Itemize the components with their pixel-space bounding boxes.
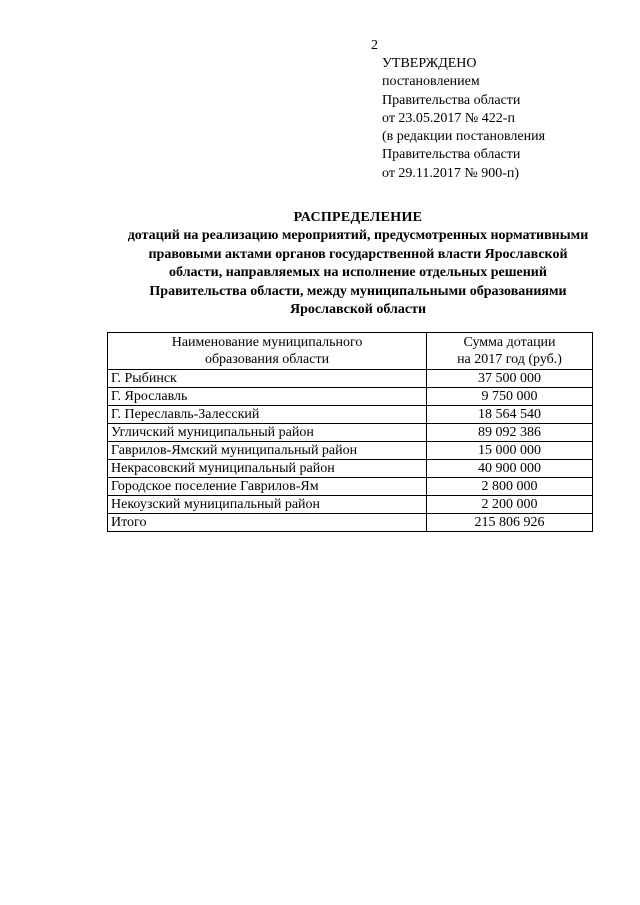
subsidy-amount: 15 000 000 — [427, 442, 593, 460]
approval-line: от 29.11.2017 № 900-п) — [382, 165, 520, 181]
municipality-name: Г. Рыбинск — [108, 370, 427, 388]
approval-line: Правительства области — [382, 92, 521, 108]
table-row — [108, 406, 593, 424]
total-label: Итого — [108, 514, 427, 532]
table-row — [108, 388, 593, 406]
column-header-sum-line: на 2017 год (руб.) — [457, 352, 562, 367]
subsidy-amount: 89 092 386 — [427, 424, 593, 442]
table-row — [108, 442, 593, 460]
approval-line: (в редакции постановления — [382, 129, 546, 145]
title-line: правовыми актами органов государственной власти Ярославской — [148, 246, 568, 262]
subsidy-amount: 9 750 000 — [427, 388, 593, 406]
title-line: Ярославской области — [289, 302, 427, 318]
approval-line: постановлением — [382, 74, 480, 90]
approval-line: Правительства области — [382, 147, 521, 163]
column-header-name-line: Наименование муниципального — [171, 335, 363, 350]
document-title — [70, 209, 640, 319]
municipality-name: Некоузский муниципальный район — [108, 496, 427, 514]
table-header-row — [108, 333, 593, 370]
table-row — [108, 370, 593, 388]
column-header-name-line: образования области — [204, 352, 330, 367]
municipality-name: Гаврилов-Ямский муниципальный район — [108, 442, 427, 460]
table-row — [108, 496, 593, 514]
title-heading: РАСПРЕДЕЛЕНИЕ — [293, 210, 423, 225]
subsidy-amount: 37 500 000 — [427, 370, 593, 388]
table-row — [108, 424, 593, 442]
column-header-name — [108, 333, 427, 370]
subsidy-amount: 18 564 540 — [427, 406, 593, 424]
subsidy-amount: 40 900 000 — [427, 460, 593, 478]
approval-stamp — [382, 55, 545, 183]
distribution-table — [107, 332, 593, 532]
title-line: области, направляемых на исполнение отдельных решений — [169, 265, 547, 281]
municipality-name: Городское поселение Гаврилов-Ям — [108, 478, 427, 496]
subsidy-amount: 2 200 000 — [427, 496, 593, 514]
column-header-sum-line: Сумма дотации — [463, 335, 556, 350]
municipality-name: Г. Переславль-Залесский — [108, 406, 427, 424]
municipality-name: Угличский муниципальный район — [108, 424, 427, 442]
subsidy-amount: 2 800 000 — [427, 478, 593, 496]
municipality-name: Некрасовский муниципальный район — [108, 460, 427, 478]
title-line: Правительства области, между муниципальными образованиями — [149, 283, 567, 299]
table-row — [108, 478, 593, 496]
approval-line: УТВЕРЖДЕНО — [382, 56, 477, 71]
total-amount: 215 806 926 — [427, 514, 593, 532]
approval-line: от 23.05.2017 № 422-п — [382, 110, 515, 126]
municipality-name: Г. Ярославль — [108, 388, 427, 406]
table-row — [108, 460, 593, 478]
title-line: дотаций на реализацию мероприятий, предусмотренных нормативными — [127, 228, 589, 244]
column-header-sum — [427, 333, 593, 370]
page-number: 2 — [371, 38, 378, 53]
table-total-row — [108, 514, 593, 532]
